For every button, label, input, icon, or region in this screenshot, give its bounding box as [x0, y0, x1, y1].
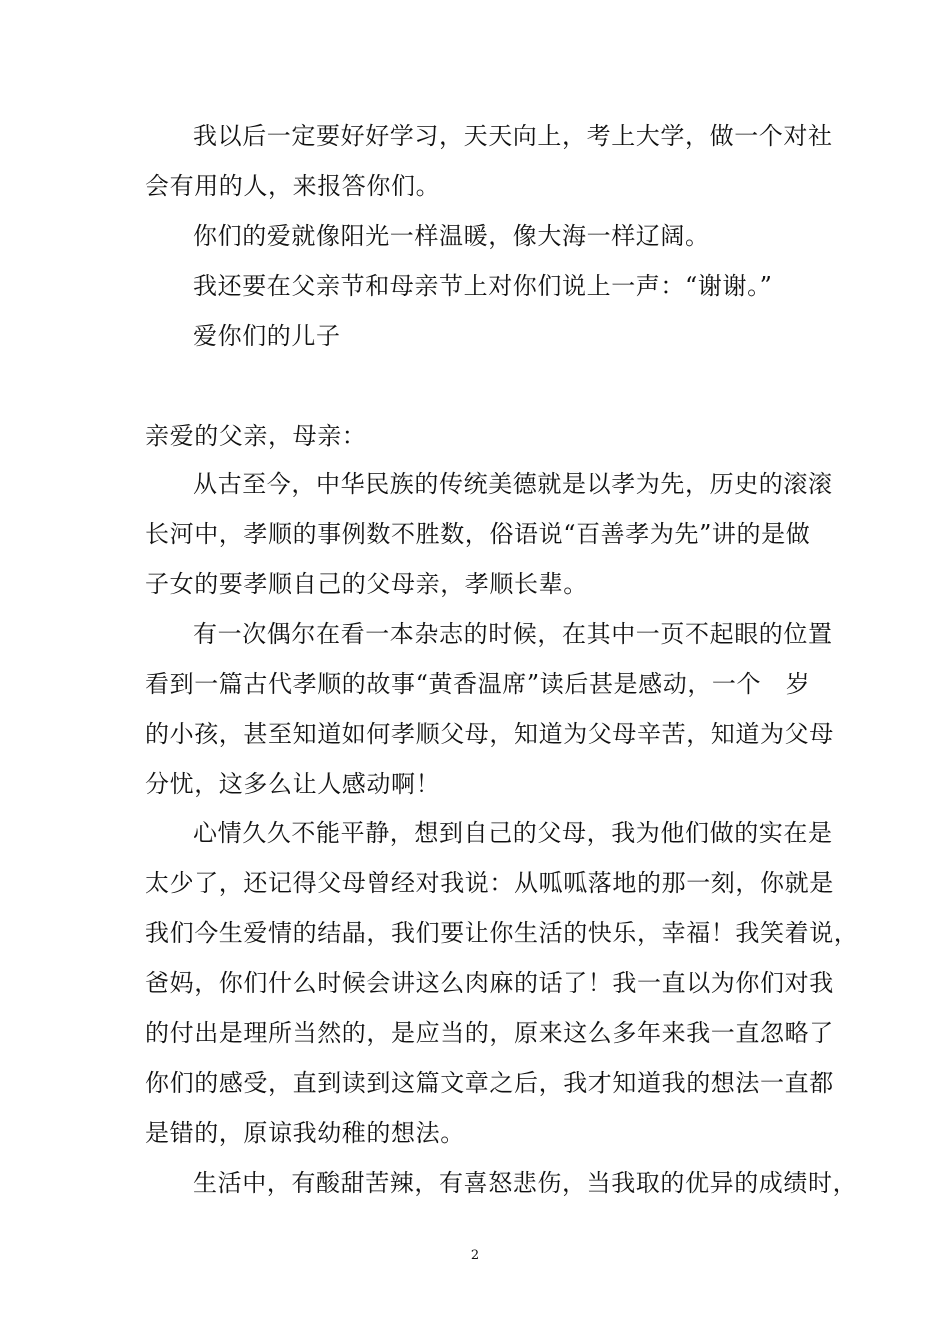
page-number: 2	[470, 1248, 480, 1263]
text-line: 我还要在父亲节和母亲节上对你们说上一声：“谢谢。”	[193, 272, 773, 300]
text-line: 心情久久不能平静，想到自己的父母，我为他们做的实在是	[193, 819, 833, 847]
text-line: 子女的要孝顺自己的父母亲，孝顺长辈。	[145, 570, 588, 598]
text-line: 看到一篇古代孝顺的故事“黄香温席”读后甚是感动，一个 岁	[145, 670, 811, 698]
text-line: 的付出是理所当然的，是应当的，原来这么多年来我一直忽略了	[145, 1019, 834, 1047]
text-line: 从古至今，中华民族的传统美德就是以孝为先，历史的滚滚	[193, 470, 833, 498]
text-line: 有一次偶尔在看一本杂志的时候，在其中一页不起眼的位置	[193, 620, 833, 648]
text-line: 爸妈，你们什么时候会讲这么肉麻的话了！我一直以为你们对我	[145, 969, 834, 997]
text-line: 我们今生爱情的结晶，我们要让你生活的快乐，幸福！我笑着说，	[145, 919, 859, 947]
text-line: 你们的爱就像阳光一样温暖，像大海一样辽阔。	[193, 222, 710, 250]
text-line: 你们的感受，直到读到这篇文章之后，我才知道我的想法一直都	[145, 1069, 834, 1097]
text-line: 的小孩，甚至知道如何孝顺父母，知道为父母辛苦，知道为父母	[145, 720, 834, 748]
text-line: 是错的，原谅我幼稚的想法。	[145, 1119, 465, 1147]
text-line: 会有用的人，来报答你们。	[145, 172, 441, 200]
salutation: 亲爱的父亲，母亲：	[145, 422, 367, 450]
text-line: 长河中，孝顺的事例数不胜数，俗语说“百善孝为先”讲的是做	[145, 520, 811, 548]
text-line: 分忧，这多么让人感动啊！	[145, 770, 441, 798]
text-line: 我以后一定要好好学习，天天向上，考上大学，做一个对社	[193, 122, 833, 150]
signature-line: 爱你们的儿子	[193, 322, 341, 350]
text-line: 生活中，有酸甜苦辣，有喜怒悲伤，当我取的优异的成绩时，	[193, 1169, 858, 1197]
text-line: 太少了，还记得父母曾经对我说：从呱呱落地的那一刻，你就是	[145, 869, 834, 897]
